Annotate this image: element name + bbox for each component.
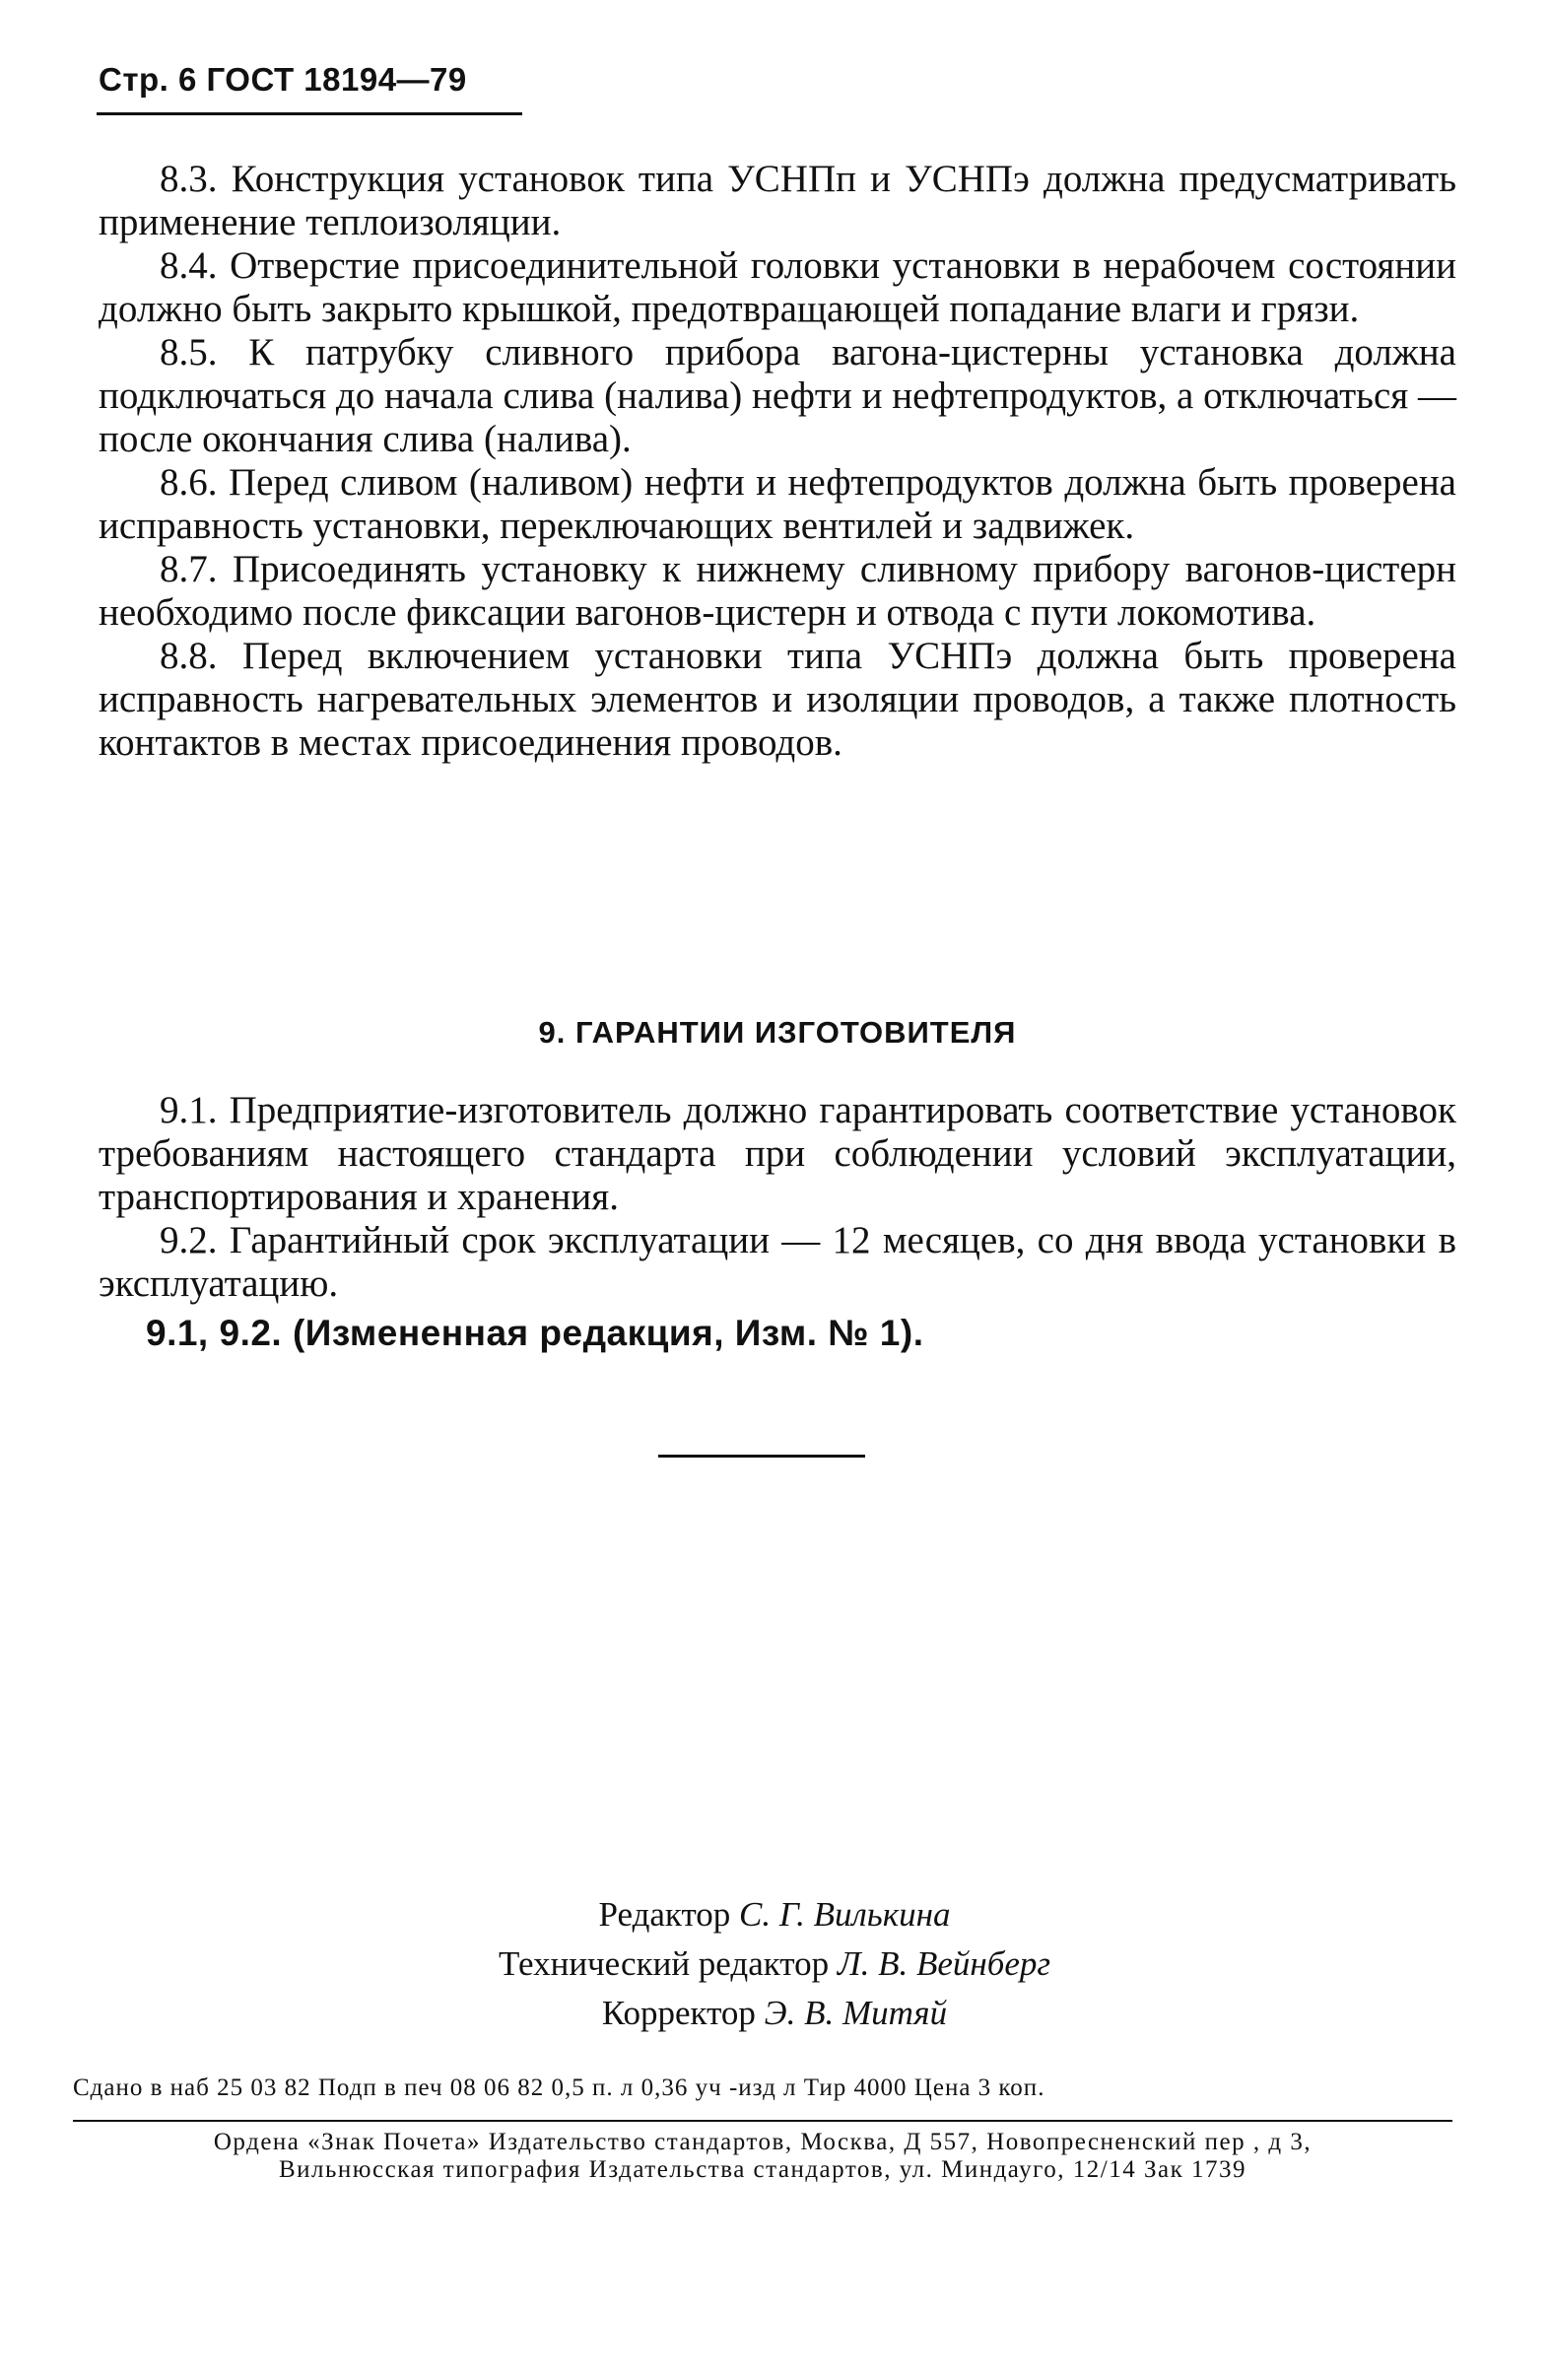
publisher-info [73, 2129, 1452, 2184]
editor-label: Редактор [598, 1895, 731, 1934]
tech-editor-label: Технический редактор [498, 1944, 830, 1983]
editor-line [0, 1890, 1549, 1939]
section-9-body [99, 1089, 1456, 1355]
publisher-line-2: Вильнюсская типография Издательства стандартов, ул. Миндауго, 12/14 Зак 1739 [279, 2156, 1246, 2183]
page-header: Стр. 6 ГОСТ 18194—79 [99, 61, 467, 98]
proofreader-label: Корректор [601, 1994, 756, 2032]
proofreader-name: Э. В. Митяй [764, 1994, 948, 2032]
paragraph-8-8: 8.8. Перед включением установки типа УСНПэ должна быть проверена исправность нагревательных элементов и изоляции проводов, а также плотность контактов в местах присоединения проводов. [99, 635, 1456, 764]
tech-editor-name: Л. В. Вейнберг [837, 1944, 1051, 1983]
end-divider [658, 1455, 865, 1458]
editor-name: С. Г. Вилькина [739, 1895, 951, 1934]
paragraph-8-5: 8.5. К патрубку сливного прибора вагона-цистерны установка должна подключаться до начала слива (налива) нефти и нефтепродуктов, а отключаться — после окончания слива (налива). [99, 331, 1456, 460]
tech-editor-line [0, 1939, 1549, 1989]
header-rule [97, 112, 522, 115]
publisher-line-1: Ордена «Знак Почета» Издательство стандартов, Москва, Д 557, Новопресненский пер , д 3, [213, 2129, 1313, 2155]
paragraph-9-1: 9.1. Предприятие-изготовитель должно гарантировать соответствие установок требованиям настоящего стандарта при соблюдении условий эксплуатации, транспортирования и хранения. [99, 1089, 1456, 1218]
paragraph-9-2: 9.2. Гарантийный срок эксплуатации — 12 месяцев, со дня ввода установки в эксплуатацию. [99, 1219, 1456, 1305]
section-9-title: 9. ГАРАНТИИ ИЗГОТОВИТЕЛЯ [538, 1015, 1017, 1050]
section-8-body [99, 158, 1456, 765]
paragraph-8-4: 8.4. Отверстие присоединительной головки установки в нерабочем состоянии должно быть закрыто крышкой, предотвращающей попадание влаги и грязи. [99, 244, 1456, 330]
proofreader-line [0, 1989, 1549, 2038]
print-imprint: Сдано в наб 25 03 82 Подп в печ 08 06 82 0,5 п. л 0,36 уч -изд л Тир 4000 Цена 3 коп. [73, 2074, 1045, 2101]
paragraph-8-3: 8.3. Конструкция установок типа УСНПп и УСНПэ должна предусматривать применение теплоизоляции. [99, 158, 1456, 243]
amendment-note: 9.1, 9.2. (Измененная редакция, Изм. № 1). [146, 1313, 924, 1353]
credits-block [0, 1890, 1549, 2038]
paragraph-8-7: 8.7. Присоединять установку к нижнему сливному прибору вагонов-цистерн необходимо после фиксации вагонов-цистерн и отвода с пути локомотива. [99, 548, 1456, 634]
imprint-rule [73, 2120, 1452, 2122]
paragraph-8-6: 8.6. Перед сливом (наливом) нефти и нефтепродуктов должна быть проверена исправность установки, переключающих вентилей и задвижек. [99, 461, 1456, 547]
